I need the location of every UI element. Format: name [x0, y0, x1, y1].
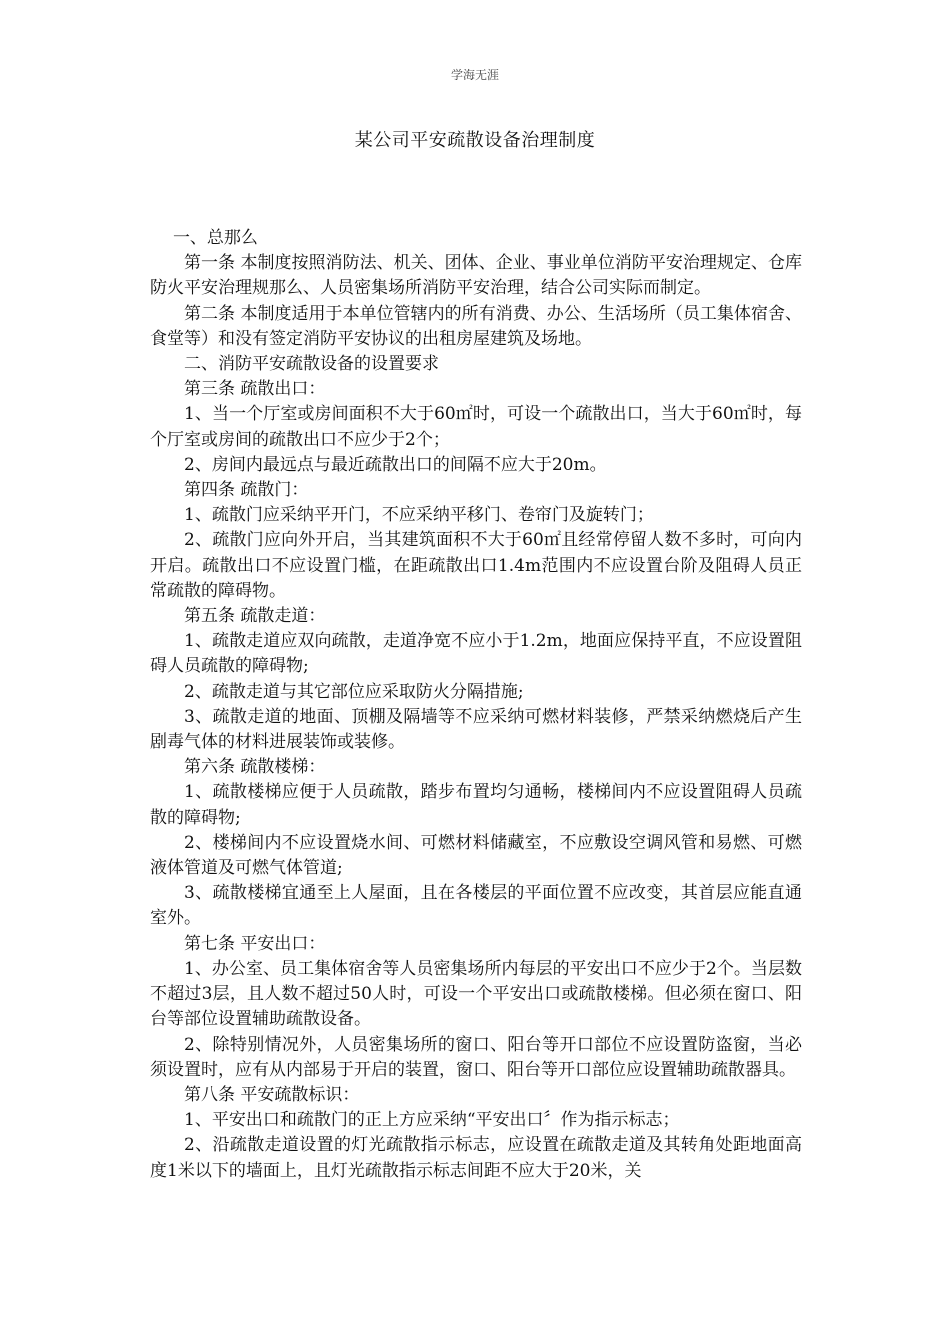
- paragraph: 2、疏散门应向外开启，当其建筑面积不大于60㎡且经常停留人数不多时，可向内开启。疏散出口不应设置门槛，在距疏散出口1.4m范围内不应设置台阶及阻碍人员正常疏散的障碍物。: [150, 530, 802, 601]
- article-heading: 第六条 疏散楼梯：: [184, 757, 326, 778]
- paragraph: 3、疏散走道的地面、顶棚及隔墙等不应采纳可燃材料装修，严禁采纳燃烧后产生剧毒气体的材料进展装饰或装修。: [150, 706, 802, 753]
- article-heading: 第八条 平安疏散标识：: [184, 1084, 360, 1105]
- paragraph: 1、疏散门应采纳平开门，不应采纳平移门、卷帘门及旋转门；: [184, 505, 654, 526]
- paragraph: 2、疏散走道与其它部位应采取防火分隔措施;: [184, 681, 524, 702]
- paragraph: 2、沿疏散走道设置的灯光疏散指示标志，应设置在疏散走道及其转角处距地面高度1米以下的墙面上，且灯光疏散指示标志间距不应大于20米，关: [150, 1135, 802, 1181]
- paragraph: 3、疏散楼梯宜通至上人屋面，且在各楼层的平面位置不应改变，其首层应能直通室外。: [150, 883, 802, 929]
- paragraph: 第一条 本制度按照消防法、机关、团体、企业、事业单位消防平安治理规定、仓库防火平安治理规那么、人员密集场所消防平安治理，结合公司实际而制定。: [150, 253, 802, 299]
- section-heading: 一、总那么: [172, 228, 258, 248]
- article-heading: 第四条 疏散门：: [184, 480, 309, 501]
- section-heading: 二、消防平安疏散设备的设置要求: [184, 354, 439, 375]
- paragraph: 1、平安出口和疏散门的正上方应采纳“平安出口〞作为指示标志；: [184, 1110, 680, 1131]
- article-heading: 第七条 平安出口：: [184, 933, 326, 954]
- paragraph: 第二条 本制度适用于本单位管辖内的所有消费、办公、生活场所（员工集体宿舍、食堂等）和没有签定消防平安协议的出租房屋建筑及场地。: [150, 303, 802, 349]
- paragraph: 2、除特别情况外，人员密集场所的窗口、阳台等开口部位不应设置防盗窗，当必须设置时，应有从内部易于开启的装置，窗口、阳台等开口部位应设置辅助疏散器具。: [150, 1034, 802, 1080]
- paragraph: 2、房间内最远点与最近疏散出口的间隔不应大于20m。: [184, 454, 607, 475]
- document-body: [150, 226, 802, 1184]
- page-header: 学海无涯: [450, 68, 499, 82]
- paragraph: 1、当一个厅室或房间面积不大于60㎡时，可设一个疏散出口，当大于60㎡时，每个厅室或房间的疏散出口不应少于2个；: [150, 404, 802, 450]
- article-heading: 第三条 疏散出口：: [184, 379, 326, 400]
- paragraph: 2、楼梯间内不应设置烧水间、可燃材料储藏室，不应敷设空调风管和易燃、可燃液体管道及可燃气体管道;: [150, 832, 802, 879]
- paragraph: 1、办公室、员工集体宿舍等人员密集场所内每层的平安出口不应少于2个。当层数不超过3层，且人数不超过50人时，可设一个平安出口或疏散楼梯。但必须在窗口、阳台等部位设置辅助疏散设备。: [150, 958, 802, 1030]
- paragraph: 1、疏散楼梯应便于人员疏散，踏步布置均匀通畅，楼梯间内不应设置阻碍人员疏散的障碍物;: [150, 782, 802, 828]
- document-title: 某公司平安疏散设备治理制度: [354, 130, 596, 151]
- article-heading: 第五条 疏散走道：: [184, 606, 326, 627]
- paragraph: 1、疏散走道应双向疏散，走道净宽不应小于1.2m，地面应保持平直，不应设置阻碍人员疏散的障碍物;: [150, 631, 802, 677]
